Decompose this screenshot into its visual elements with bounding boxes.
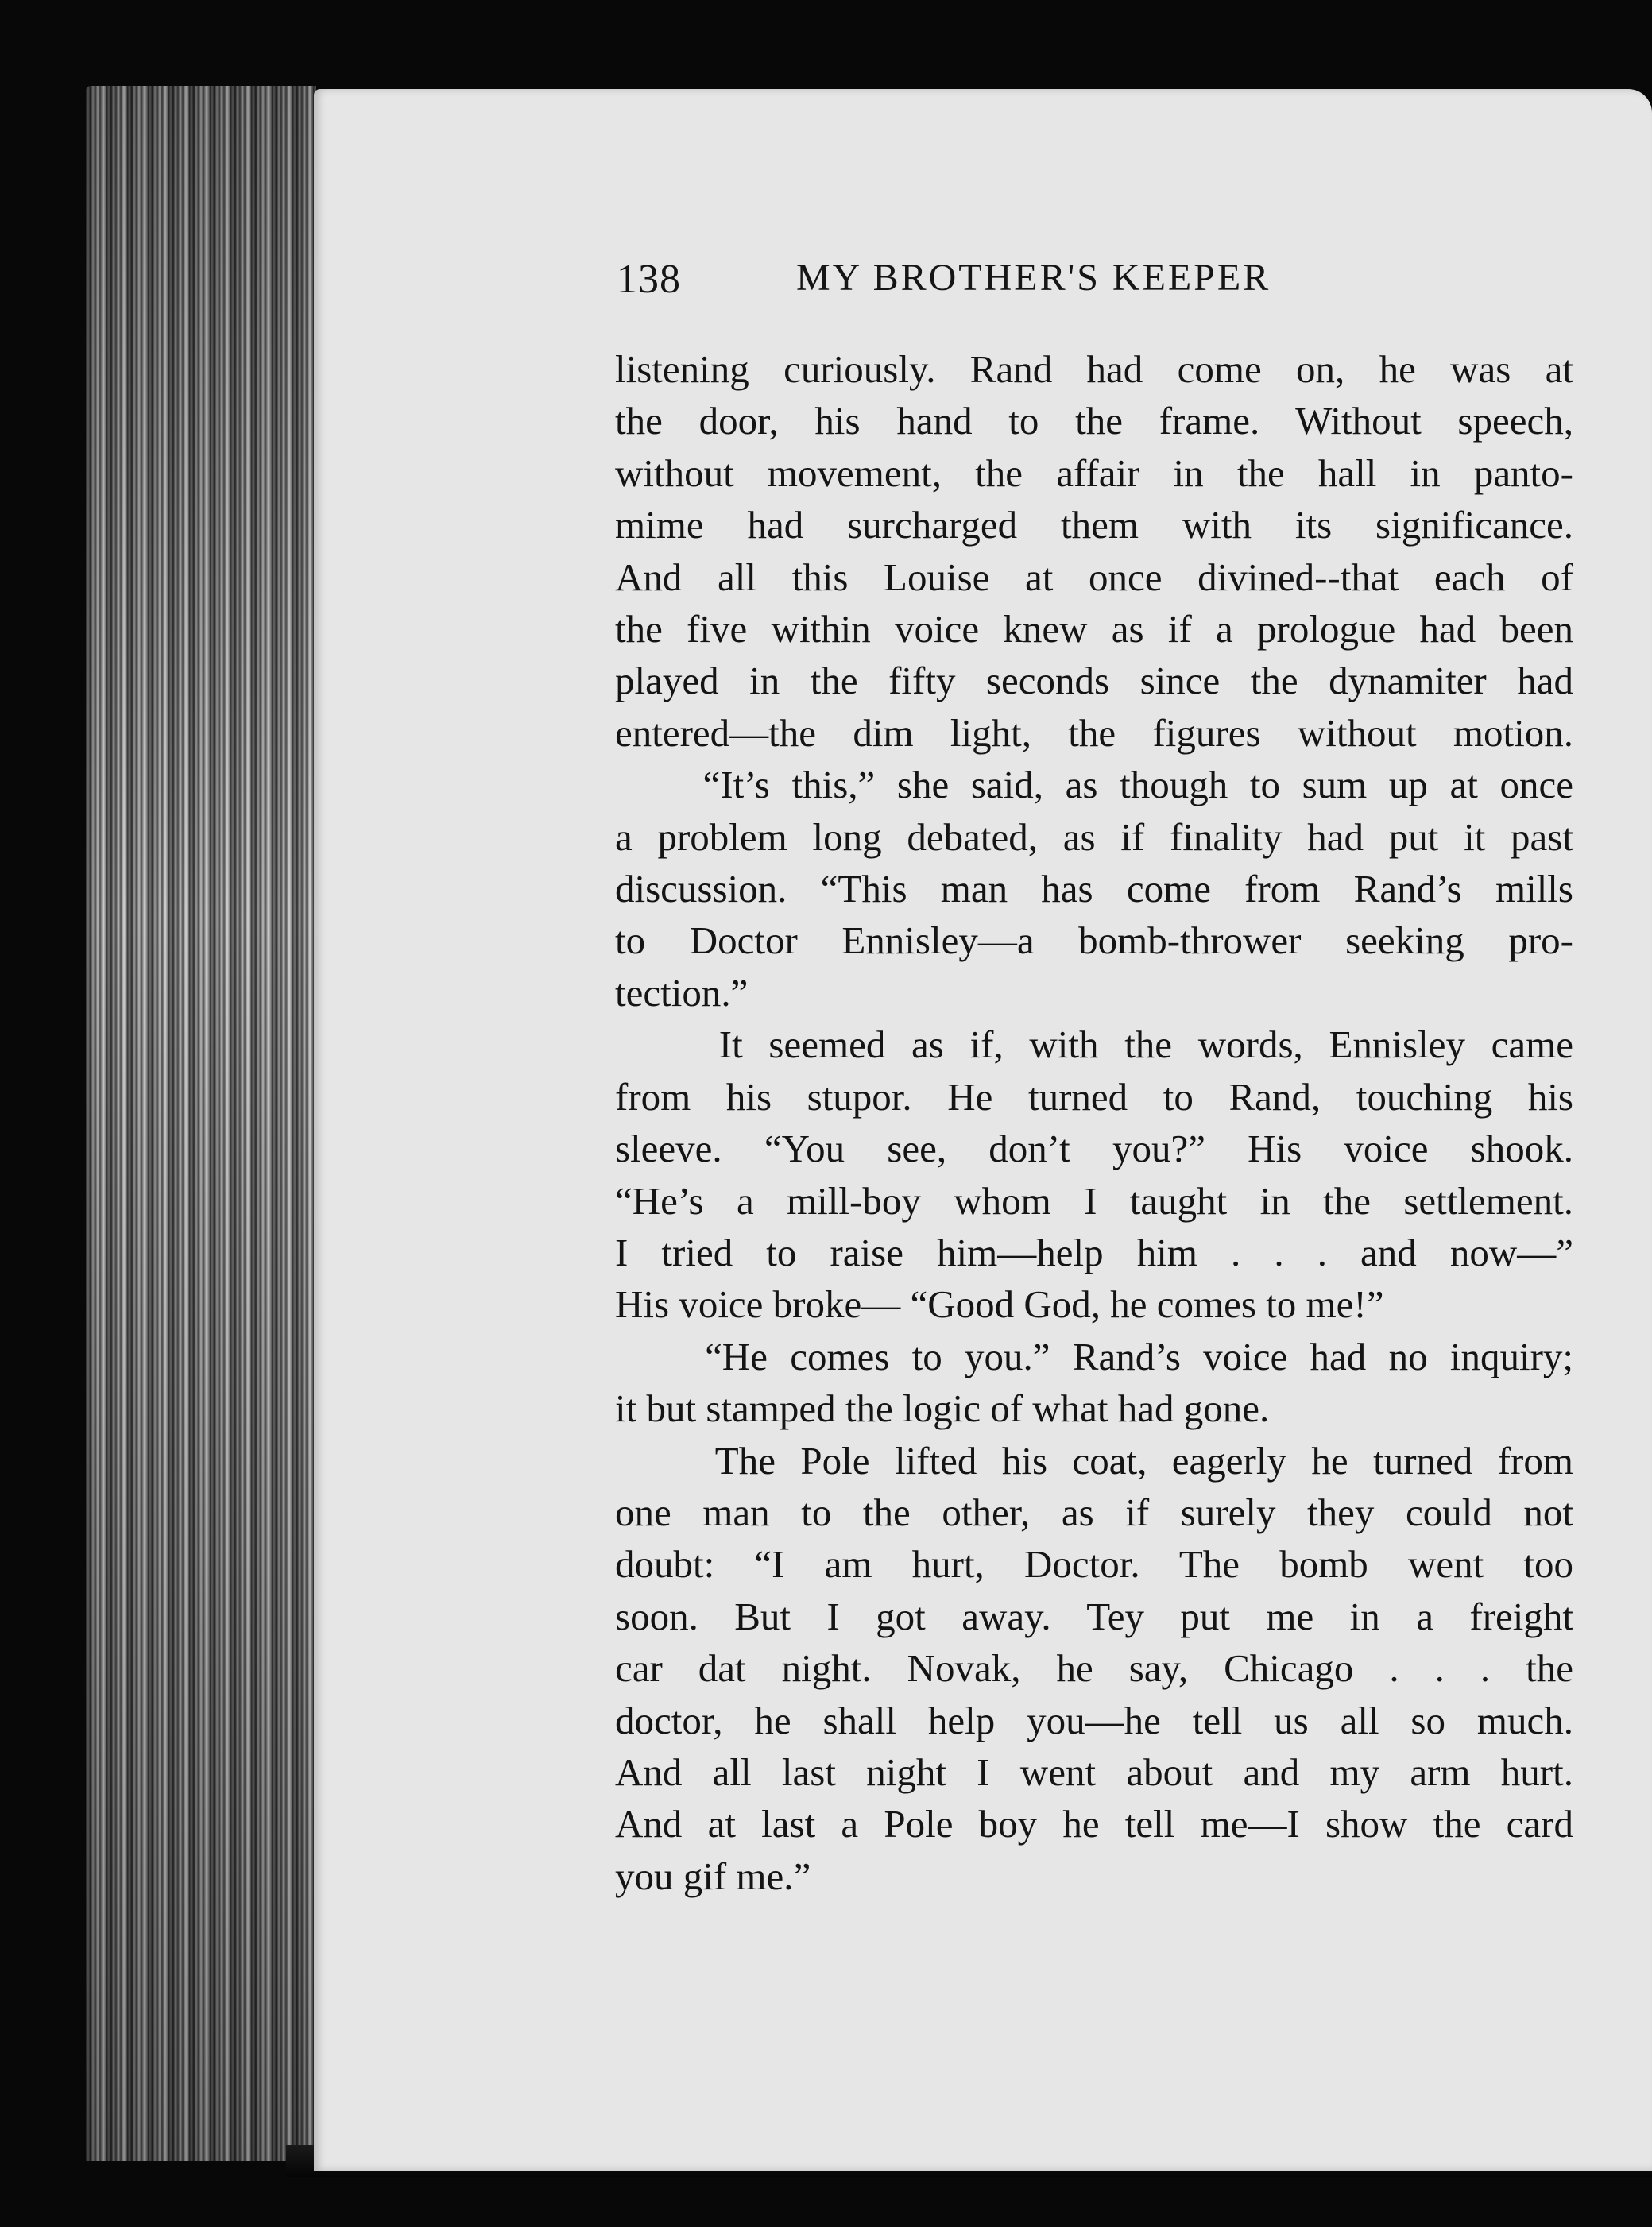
- text-line: entered—the dim light, the figures without motion.: [615, 710, 1573, 755]
- text-line: It seemed as if, with the words, Ennisley came: [615, 1023, 1573, 1067]
- text-line: to Doctor Ennisley—a bomb-thrower seeking pro-: [615, 918, 1573, 963]
- text-line: sleeve. “You see, don’t you?” His voice shook.: [615, 1127, 1573, 1171]
- text-line: And at last a Pole boy he tell me—I show the card: [615, 1802, 1573, 1846]
- text-line: I tried to raise him—help him . . . and now—”: [615, 1230, 1573, 1274]
- text-line: from his stupor. He turned to Rand, touching his: [615, 1074, 1573, 1119]
- text-line: doctor, he shall help you—he tell us all so much.: [615, 1698, 1573, 1742]
- text-line: “He’s a mill-boy whom I taught in the settlement.: [615, 1178, 1573, 1223]
- text-line: the door, his hand to the frame. Without speech,: [615, 399, 1573, 443]
- book-page-edges: [86, 86, 316, 2161]
- text-line: “It’s this,” she said, as though to sum up at once: [615, 763, 1573, 807]
- page-number: 138: [617, 257, 681, 302]
- text-line: listening curiously. Rand had come on, he was at: [615, 347, 1573, 391]
- text-line: And all this Louise at once divined--that each of: [615, 555, 1573, 599]
- text-line: discussion. “This man has come from Rand’s mills: [615, 867, 1573, 911]
- text-line: played in the fifty seconds since the dynamiter had: [615, 659, 1573, 703]
- text-line: soon. But I got away. Tey put me in a freight: [615, 1594, 1573, 1638]
- text-line: mime had surcharged them with its significance.: [615, 503, 1573, 547]
- text-line: one man to the other, as if surely they could not: [615, 1490, 1573, 1534]
- text-line: doubt: “I am hurt, Doctor. The bomb went too: [615, 1542, 1573, 1587]
- text-line: it but stamped the logic of what had gone.: [615, 1386, 1270, 1431]
- text-line: the five within voice knew as if a prologue had been: [615, 607, 1573, 651]
- text-line: “He comes to you.” Rand’s voice had no inquiry;: [615, 1334, 1573, 1378]
- text-line: The Pole lifted his coat, eagerly he turned from: [615, 1438, 1573, 1483]
- text-line: His voice broke— “Good God, he comes to me!”: [615, 1282, 1384, 1327]
- body-text: [615, 343, 1573, 1902]
- text-line: a problem long debated, as if finality had put it past: [615, 814, 1573, 859]
- running-header: [617, 253, 1451, 316]
- text-line: you gif me.”: [615, 1854, 811, 1898]
- running-title: MY BROTHER'S KEEPER: [796, 257, 1271, 299]
- text-line: car dat night. Novak, he say, Chicago . . . the: [615, 1646, 1573, 1691]
- text-line: without movement, the affair in the hall in panto-: [615, 450, 1573, 495]
- text-line: And all last night I went about and my arm hurt.: [615, 1750, 1573, 1794]
- text-line: tection.”: [615, 970, 749, 1015]
